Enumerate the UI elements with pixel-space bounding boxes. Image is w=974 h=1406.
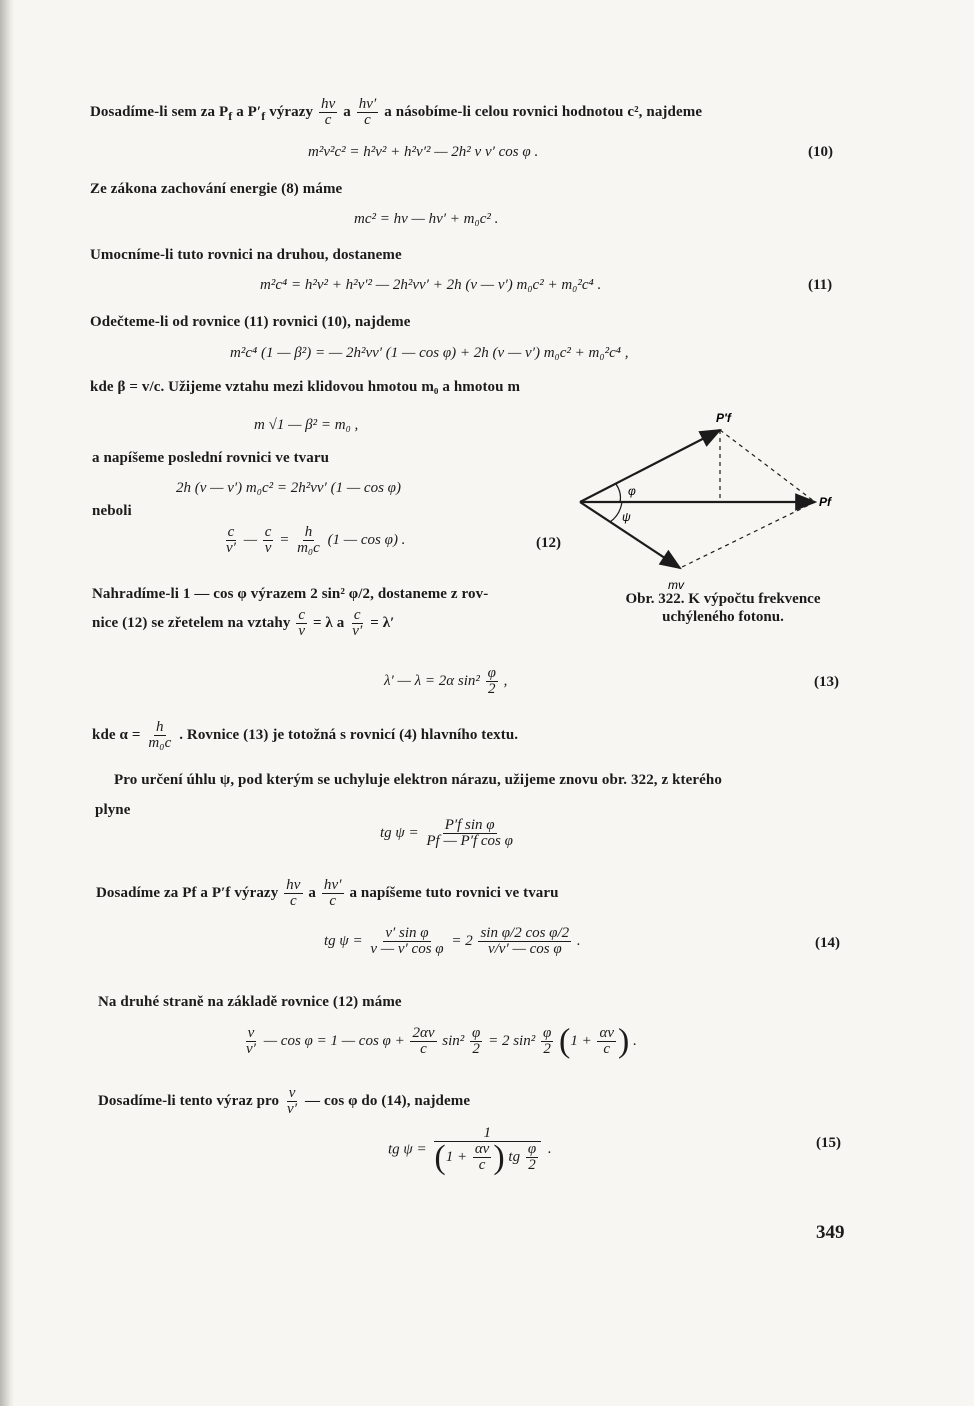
equation-12: $\frac{c}{\nu'}$ — $\frac{c}{\nu}$ = $\frac{h}{\text{m₀c}}$ (1 — cos φ) . xyxy=(226,524,406,556)
text-line: neboli xyxy=(92,503,132,519)
text-line: Dosadíme-li sem za $P_f$ a $P'_f$ výrazy $\frac{h\nu}{c}$ a $\frac{h\nu'}{c}$ a násobíme-li celou rovnici hodnotou c², najdeme xyxy=(90,96,703,128)
text-line: Ze zákona zachování energie (8) máme xyxy=(90,181,343,197)
text-line: Pro určení úhlu ψ, pod kterým se uchyluje elektron nárazu, užijeme znovu obr. 322, z kterého xyxy=(114,772,722,788)
equation-tg-psi: tg ψ = $\frac{\text{P′f sin φ}}{\text{Pf — P′f cos φ}}$ xyxy=(380,817,513,849)
equation-number: (11) xyxy=(808,277,833,293)
label-psi: ψ xyxy=(622,510,631,524)
figure-caption: Obr. 322. K výpočtu frekvence uchýleného fotonu. xyxy=(625,591,821,625)
text-line: Dosadíme-li tento výraz pro $\frac{\nu}{\nu'}$ — cos φ do (14), najdeme xyxy=(98,1085,471,1117)
text-line: Odečteme-li od rovnice (11) rovnici (10), najdeme xyxy=(90,314,411,330)
scattered-photon-vector xyxy=(580,430,720,502)
label-phi: φ xyxy=(628,484,636,498)
equation-mass: m √1 — β² = m₀ , xyxy=(254,417,359,433)
label-pf: Pf xyxy=(819,495,831,509)
equation-rewritten: 2h (ν — ν′) m₀c² = 2h²νν′ (1 — cos φ) xyxy=(176,480,401,496)
equation-difference: m²c⁴ (1 — β²) = — 2h²νν′ (1 — cos φ) + 2h (ν — ν′) m₀c² + m₀²c⁴ , xyxy=(230,345,629,361)
text-line: Nahradíme-li 1 — cos φ výrazem 2 sin² φ/2, dostaneme z rov- xyxy=(92,586,489,602)
text-line: Umocníme-li tuto rovnici na druhou, dostaneme xyxy=(90,247,402,263)
equation-ratio: $\frac{\nu}{\nu'}$ — cos φ = 1 — cos φ + $\frac{2\alpha\nu}{c}$ sin² $\frac{\varphi}{2}$ = 2 sin² $\frac{\varphi}{2}$ (1 + $\frac{\alpha\nu}{c}$ ) . xyxy=(246,1022,637,1060)
equation-11: m²c⁴ = h²ν² + h²ν′² — 2h²νν′ + 2h (ν — ν′) m₀c² + m₀²c⁴ . xyxy=(260,277,602,293)
text-line: kde β = v/c. Užijeme vztahu mezi klidovou hmotou m₀ a hmotou m xyxy=(90,379,521,395)
text-line: plyne xyxy=(95,802,131,818)
equation-10: m²v²c² = h²ν² + h²ν′² — 2h² ν ν′ cos φ . xyxy=(308,144,539,160)
psi-arc xyxy=(610,502,622,522)
equation-number: (13) xyxy=(814,674,839,690)
text-line: nice (12) se zřetelem na vztahy $\frac{c}{\nu}$ = λ a $\frac{c}{\nu'}$ = λ′ xyxy=(92,607,395,639)
label-mv: mv xyxy=(668,578,684,592)
momentum-diagram xyxy=(570,405,840,595)
dashed-side xyxy=(680,502,815,568)
text-line: Na druhé straně na základě rovnice (12) máme xyxy=(98,994,402,1010)
label-pf-prime: P′f xyxy=(716,411,731,425)
text-line: a napíšeme poslední rovnici ve tvaru xyxy=(92,450,330,466)
equation-13: λ′ — λ = 2α sin² $\frac{\varphi}{2}$ , xyxy=(384,665,508,697)
equation-number: (14) xyxy=(815,935,840,951)
dashed-side xyxy=(720,430,815,502)
page-edge-shadow xyxy=(0,0,14,1406)
text-line: kde α = $\frac{h}{\text{m₀c}}$ . Rovnice (13) je totožná s rovnicí (4) hlavního textu. xyxy=(92,719,519,751)
page-number: 349 xyxy=(816,1222,845,1243)
equation-number: (12) xyxy=(536,535,561,551)
equation-number: (10) xyxy=(808,144,833,160)
phi-arc xyxy=(616,484,621,502)
equation-15: tg ψ = 1 (1 + $\frac{\alpha\nu}{c}$ ) tg $\frac{\varphi}{2}$ . xyxy=(388,1125,552,1176)
text-line: Dosadíme za Pf a P′f výrazy $\frac{h\nu}{c}$ a $\frac{h\nu'}{c}$ a napíšeme tuto rovnici ve tvaru xyxy=(96,877,559,909)
equation-energy: mc² = hν — hν′ + m₀c² . xyxy=(354,211,499,227)
equation-14: tg ψ = $\frac{\text{ν′ sin φ}}{\text{ν — ν′ cos φ}}$ = 2 $\frac{\text{sin φ/2 cos φ/2}}{\text{ν/ν′ — cos φ}}$ . xyxy=(324,925,581,957)
equation-number: (15) xyxy=(816,1135,841,1151)
